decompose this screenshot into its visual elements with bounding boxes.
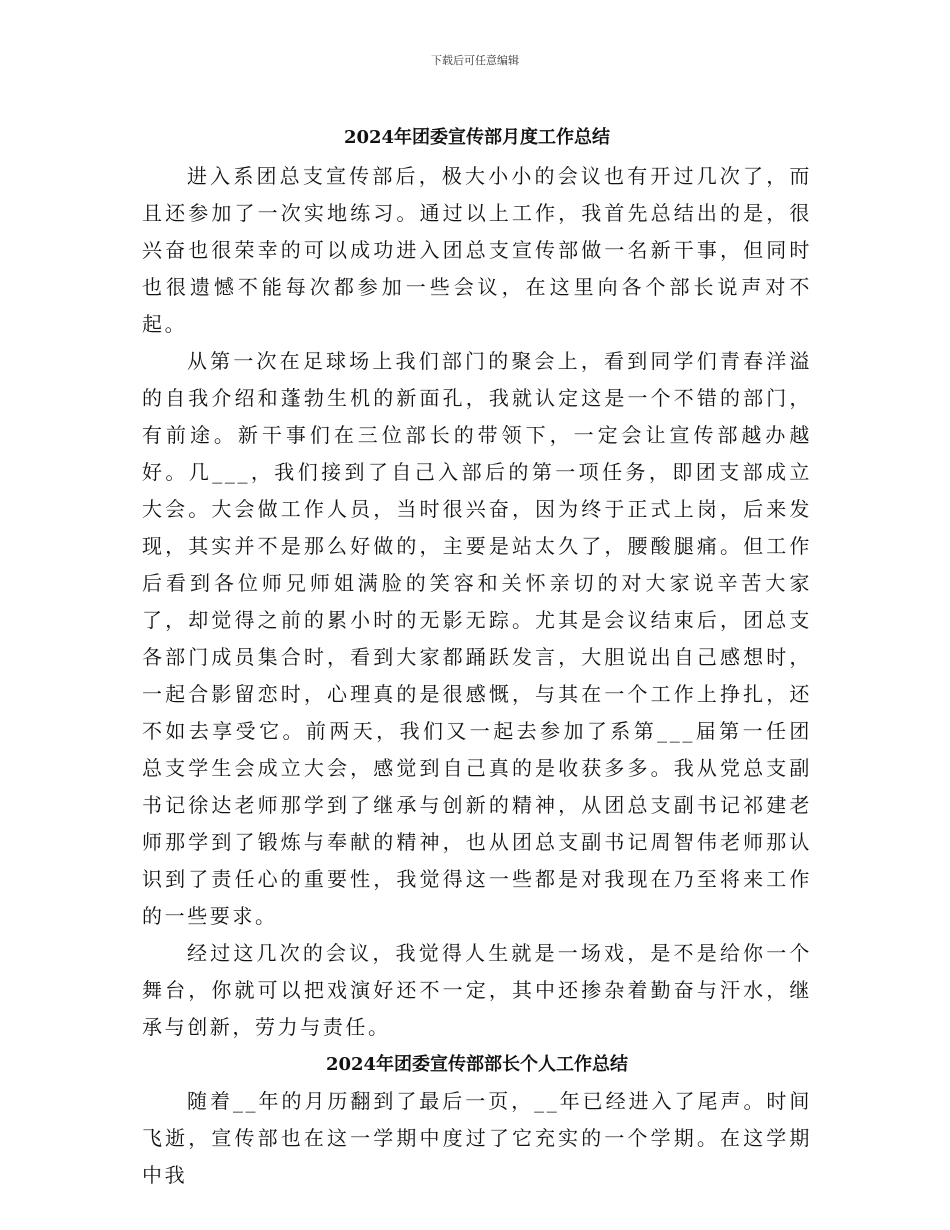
document-page (142, 118, 812, 1194)
paragraph-3: 经过这几次的会议，我觉得人生就是一场戏，是不是给你一个舞台，你就可以把戏演好还不一定，其中还掺杂着勤奋与汗水，继承与创新，劳力与责任。 (142, 941, 812, 1039)
paragraph-1: 进入系团总支宣传部后，极大小小的会议也有开过几次了，而且还参加了一次实地练习。通过以上工作，我首先总结出的是，很兴奋也很荣幸的可以成功进入团总支宣传部做一名新干事，但同时也很遗憾不能每次都参加一些会议，在这里向各个部长说声对不起。 (142, 164, 812, 336)
paragraph-2: 从第一次在足球场上我们部门的聚会上，看到同学们青春洋溢的自我介绍和蓬勃生机的新面孔，我就认定这是一个不错的部门，有前途。新干事们在三位部长的带领下，一定会让宣传部越办越好。几___，我们接到了自己入部后的第一项任务，即团支部成立大会。大会做工作人员，当时很兴奋，因为终于正式上岗，后来发现，其实并不是那么好做的，主要是站太久了，腰酸腿痛。但工作后看到各位师兄师姐满脸的笑容和关怀亲切的对大家说辛苦大家了，却觉得之前的累小时的无影无踪。尤其是会议结束后，团总支各部门成员集合时，看到大家都踊跃发言，大胆说出自己感想时，一起合影留恋时，心理真的是很感慨，与其在一个工作上挣扎，还不如去享受它。前两天，我们又一起去参加了系第___届第一任团总支学生会成立大会，感觉到自己真的是收获多多。我从党总支副书记徐达老师那学到了继承与创新的精神，从团总支副书记祁建老师那学到了锻炼与奉献的精神，也从团总支副书记周智伟老师那认识到了责任心的重要性，我觉得这一些都是对我现在乃至将来工作的一些要求。 (142, 349, 812, 928)
section-paragraph: 随着__年的月历翻到了最后一页，__年已经进入了尾声。时间飞逝，宣传部也在这一学期中度过了它充实的一个学期。在这学期中我 (142, 1089, 812, 1187)
section-title: 2024年团委宣传部部长个人工作总结 (325, 1054, 629, 1075)
document-title: 2024年团委宣传部月度工作总结 (343, 127, 611, 148)
header-note: 下载后可任意编辑 (431, 54, 519, 67)
